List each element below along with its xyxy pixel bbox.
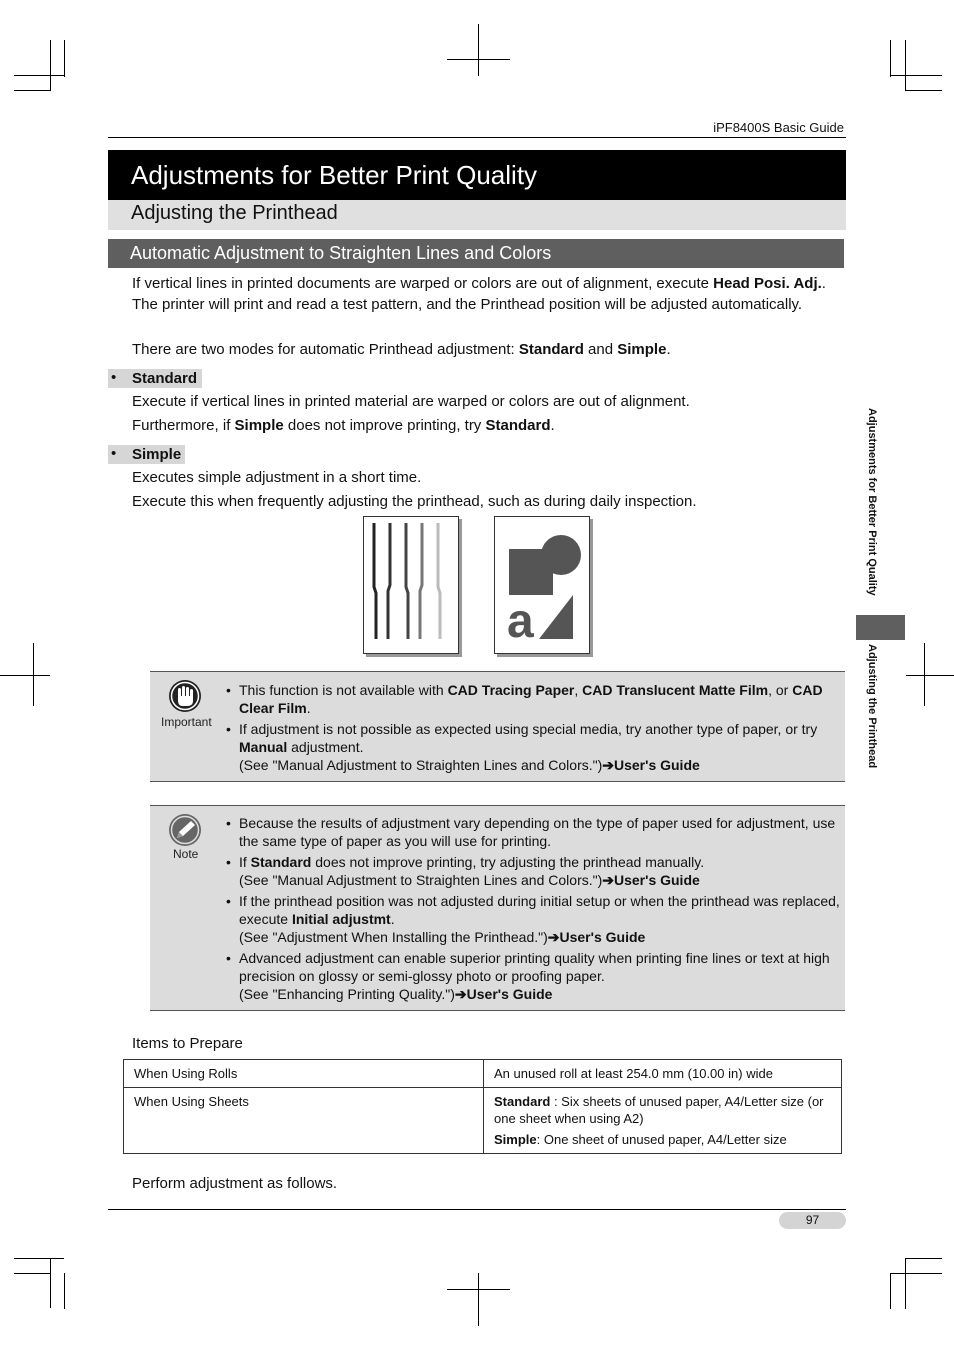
important-list xyxy=(226,681,841,777)
warped-lines-illustration xyxy=(363,516,459,654)
note-item: • If the printhead position was not adjusted during initial setup or when the printhead was replaced, execute Initial adjustmt. (See "Adjustment When Installing the Printhead.")➔User's Guide xyxy=(226,892,841,946)
standard-line-2: Furthermore, if Simple does not improve printing, try Standard. xyxy=(132,417,555,434)
closing-text: Perform adjustment as follows. xyxy=(132,1175,338,1192)
standard-line-1: Execute if vertical lines in printed material are warped or colors are out of alignment. xyxy=(132,393,690,410)
note-label: Note xyxy=(173,847,199,861)
simple-line-2: Execute this when frequently adjusting the printhead, such as during daily inspection. xyxy=(132,493,697,510)
header-rule xyxy=(108,137,846,138)
arrow-icon: ➔ xyxy=(454,986,467,1002)
note-list xyxy=(226,814,841,1006)
intro-paragraph-2: There are two modes for automatic Printhead adjustment: Standard and Simple. xyxy=(132,341,671,358)
table-row xyxy=(124,1088,842,1154)
cross-reference[interactable]: (See "Manual Adjustment to Straighten Lines and Colors.")➔User's Guide xyxy=(239,757,700,773)
simple-line-1: Executes simple adjustment in a short time. xyxy=(132,469,422,486)
footer-rule xyxy=(108,1209,846,1210)
misaligned-colors-illustration xyxy=(494,516,590,654)
section-title: Adjusting the Printhead xyxy=(131,202,338,224)
pencil-icon xyxy=(168,813,202,847)
side-tab-chapter[interactable]: Adjustments for Better Print Quality xyxy=(866,408,878,596)
arrow-icon: ➔ xyxy=(602,757,614,773)
cross-reference[interactable]: (See "Enhancing Printing Quality.")➔User's Guide xyxy=(239,986,553,1002)
table-cell-value: An unused roll at least 254.0 mm (10.00 in) wide xyxy=(484,1060,842,1088)
note-item: • If Standard does not improve printing, try adjusting the printhead manually. (See "Manual Adjustment to Straighten Lines and Colors.")➔User's Guide xyxy=(226,853,841,889)
items-to-prepare-table xyxy=(123,1059,842,1154)
guide-title: iPF8400S Basic Guide xyxy=(713,120,844,135)
intro-paragraph-1: If vertical lines in printed documents are warped or colors are out of alignment, execute Head Posi. Adj.. The printer will print and read a test pattern, and the Printhead position will be adjusted automatically. xyxy=(132,275,826,313)
side-tab-section[interactable]: Adjusting the Printhead xyxy=(866,644,878,769)
cross-reference[interactable]: (See "Manual Adjustment to Straighten Lines and Colors.")➔User's Guide xyxy=(239,872,700,888)
bullet-mark: • xyxy=(111,445,117,462)
table-row xyxy=(124,1060,842,1088)
arrow-icon: ➔ xyxy=(547,929,560,945)
important-item: • If adjustment is not possible as expected using special media, try another type of paper, or try Manual adjustment. (See "Manual Adjustment to Straighten Lines and Colors.")➔User's Guide xyxy=(226,720,841,774)
hand-stop-icon xyxy=(168,679,202,713)
table-cell-label: When Using Rolls xyxy=(124,1060,484,1088)
standard-heading: Standard xyxy=(132,370,198,387)
illustration-letter-a: a xyxy=(507,595,534,648)
chapter-title: Adjustments for Better Print Quality xyxy=(131,160,538,190)
page-number: 97 xyxy=(779,1212,846,1229)
arrow-icon: ➔ xyxy=(602,872,614,888)
cross-reference[interactable]: (See "Adjustment When Installing the Printhead.")➔User's Guide xyxy=(239,929,646,945)
important-item: • This function is not available with CAD Tracing Paper, CAD Translucent Matte Film, or CAD Clear Film. xyxy=(226,681,841,717)
table-cell-value: Standard : Six sheets of unused paper, A4/Letter size (or one sheet when using A2) Simple: One sheet of unused paper, A4/Letter size xyxy=(484,1088,842,1154)
simple-heading: Simple xyxy=(132,446,182,463)
table-cell-label: When Using Sheets xyxy=(124,1088,484,1154)
important-box xyxy=(150,671,845,782)
bullet-mark: • xyxy=(111,369,117,386)
note-item: • Advanced adjustment can enable superior printing quality when printing fine lines or text at high precision on glossy or semi-glossy photo or proofing paper. (See "Enhancing Printing Quality.")➔User's Guide xyxy=(226,949,841,1003)
important-label: Important xyxy=(161,715,212,729)
note-item: • Because the results of adjustment vary depending on the type of paper used for adjustment, use the same type of paper as you will use for printing. xyxy=(226,814,841,850)
note-box xyxy=(150,805,845,1011)
subsection-title: Automatic Adjustment to Straighten Lines and Colors xyxy=(130,243,552,263)
items-to-prepare-heading: Items to Prepare xyxy=(132,1035,243,1052)
side-tab-marker xyxy=(856,615,905,640)
